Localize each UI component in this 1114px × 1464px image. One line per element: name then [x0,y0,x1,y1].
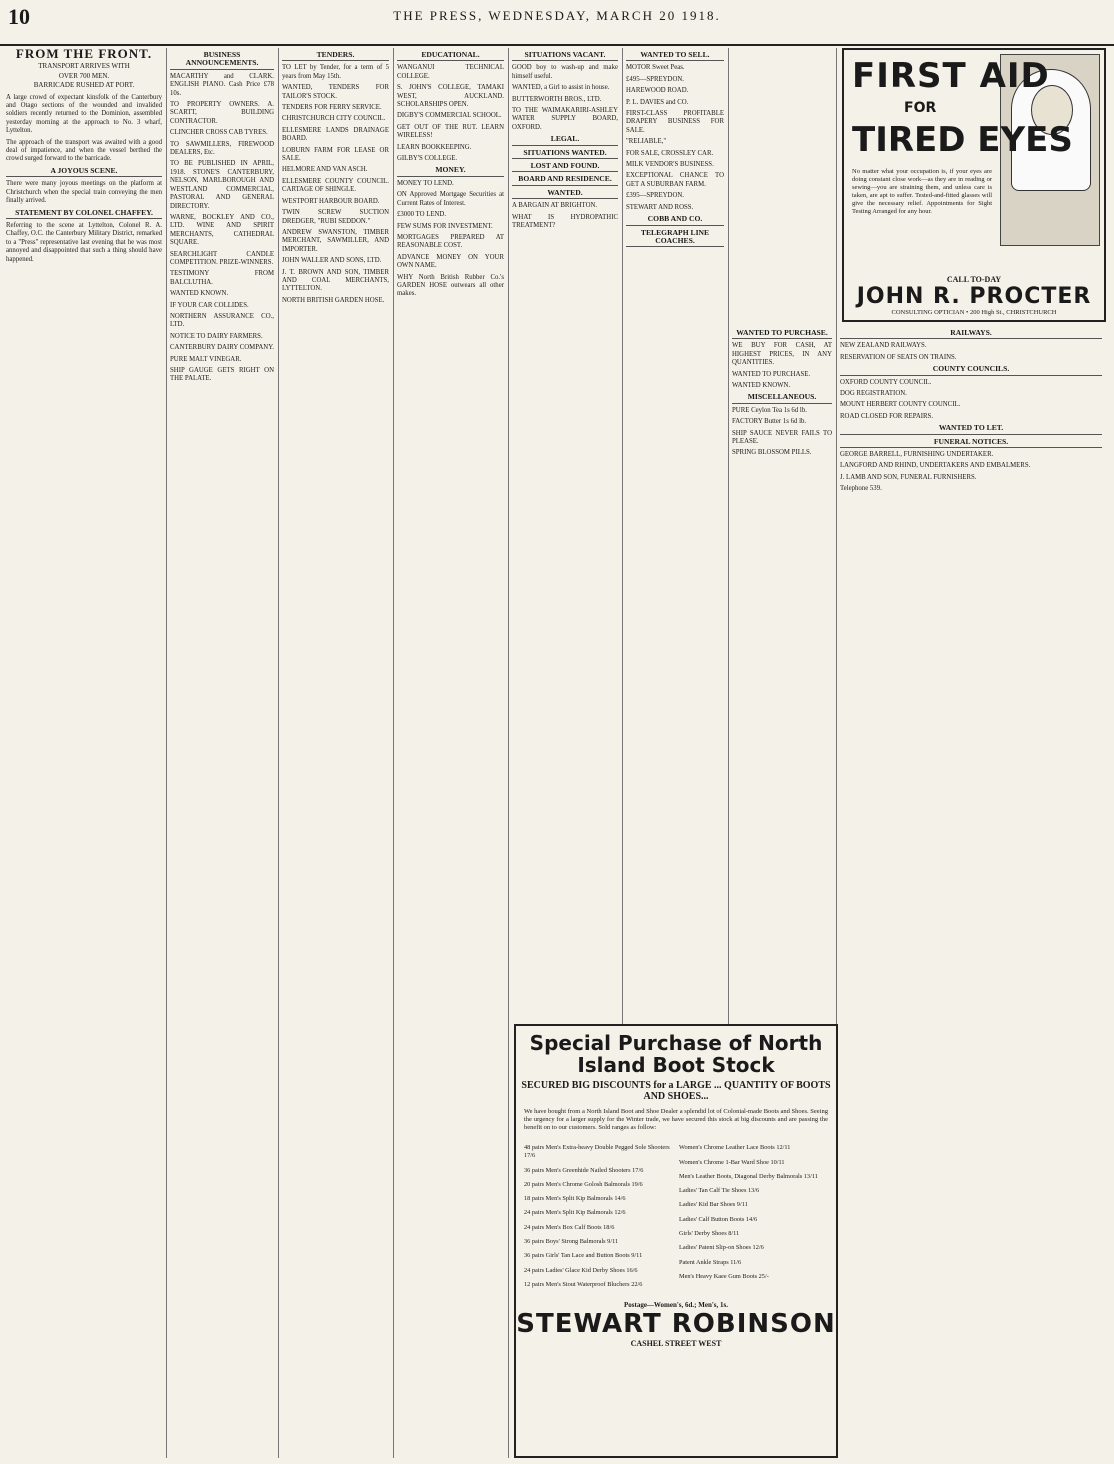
headline: FROM THE FRONT. [15,48,153,61]
call-to-action: CALL TO-DAY [946,275,1002,284]
classified-ad: WANTED, TENDERS FOR TAILOR'S STOCK. [282,84,389,100]
classified-ad: MOUNT HERBERT COUNTY COUNCIL. [840,401,961,409]
section-heading: FUNERAL NOTICES. [840,438,1102,448]
section-heading: MONEY. [397,166,504,176]
classified-ad: ANDREW SWANSTON, TIMBER MERCHANT, SAWMILLER, AND IMPORTER. [282,228,389,253]
classified-ad: A BARGAIN AT BRIGHTON. [512,202,598,210]
classified-ad: NORTH BRITISH GARDEN HOSE. [282,296,385,304]
advert-headline: Special Purchase of North Island Boot Stock [529,1031,823,1077]
advert-headline: TIRED EYES [852,120,1073,160]
classified-ad: S. JOHN'S COLLEGE, TAMAKI WEST, AUCKLAND. SCHOLARSHIPS OPEN. [397,84,504,109]
classified-ad: ADVANCE MONEY ON YOUR OWN NAME. [397,253,504,270]
tenders-column [282,48,389,1456]
classified-ad: EXCEPTIONAL CHANCE TO GET A SUBURBAN FARM. [626,172,724,188]
classified-ad: J. LAMB AND SON, FUNERAL FURNISHERS. [840,473,977,481]
first-aid-advert [842,48,1106,322]
section-heading: WANTED. [512,189,618,199]
classified-ad: PURE Ceylon Tea 1s 6d lb. [732,406,807,414]
section-heading: WANTED TO SELL. [626,51,724,61]
classified-ad: HAREWOOD ROAD. [626,87,689,95]
classified-ad: LEARN BOOKKEEPING. [397,143,472,151]
price-item: Ladies' Kid Bar Shoes 9/11 [679,1201,748,1209]
classified-ad: "RELIABLE," [626,138,667,146]
section-heading: COUNTY COUNCILS. [840,365,1102,375]
section-heading: BUSINESS ANNOUNCEMENTS. [170,51,274,70]
classified-ad: RESERVATION OF SEATS ON TRAINS. [840,353,957,361]
column-rule [166,48,167,1458]
price-item: 18 pairs Men's Split Kip Balmorals 14/6 [524,1195,626,1203]
section-heading: SITUATIONS WANTED. [512,149,618,159]
classified-ad: WANTED KNOWN. [170,290,229,298]
classified-ad: WE BUY FOR CASH, AT HIGHEST PRICES, IN ANY QUANTITIES. [732,342,832,367]
classified-ad: P. L. DAVIES and CO. [626,98,689,106]
situations-column [512,48,618,1018]
price-item: 48 pairs Men's Extra-heavy Double Pegged Sole Shooters 17/6 [524,1144,670,1160]
masthead [0,0,1114,46]
section-heading: BOARD AND RESIDENCE. [512,175,618,185]
railways-column [840,326,1102,1456]
price-item: Women's Chrome Leather Lace Boots 12/11 [679,1144,791,1152]
price-item: 36 pairs Girls' Tan Lace and Button Boots 9/11 [524,1252,643,1260]
price-item: 24 pairs Men's Box Calf Boots 18/6 [524,1223,615,1231]
classified-ad: WANTED, a Girl to assist in house. [512,84,610,92]
classified-ad: WESTPORT HARBOUR BOARD. [282,197,380,205]
classified-ad: GILBY'S COLLEGE. [397,155,458,163]
article-paragraph: A large crowd of expectant kinsfolk of the Canterbury and Otago sections of the wounded and invalided soldiers recently returned to the Dominion, assembled yesterday morning at the approach to No. 3 wharf, Lyttelton. [6,93,162,135]
newspaper-title: THE PRESS, WEDNESDAY, MARCH 20 1918. [393,8,721,23]
price-item: 20 pairs Men's Chrome Golosh Balmorals 19/6 [524,1180,643,1188]
price-item: Ladies' Tan Calf Tie Shoes 13/6 [679,1187,760,1195]
classified-ad: LOBURN FARM FOR LEASE OR SALE. [282,146,389,163]
classified-ad: JOHN WALLER AND SONS, LTD. [282,257,382,265]
classified-ad: ELLESMERE LANDS DRAINAGE BOARD. [282,126,389,143]
classified-ad: MORTGAGES PREPARED AT REASONABLE COST. [397,233,504,250]
price-item: 24 pairs Ladies' Glace Kid Derby Shoes 16/6 [524,1266,638,1274]
price-item: 36 pairs Men's Greenhide Nailed Shooters 17/6 [524,1166,644,1174]
column-rule [508,48,509,1458]
postage-note: Postage—Women's, 6d.; Men's, 1s. [623,1301,729,1310]
price-item: Women's Chrome 1-Bar Ward Shoe 10/11 [679,1158,785,1166]
stewart-robinson-advert [514,1024,838,1458]
classified-ad: OXFORD COUNTY COUNCIL. [840,378,932,386]
section-heading: EDUCATIONAL. [397,51,504,61]
classified-ad: CANTERBURY DAIRY COMPANY. [170,344,274,352]
price-list-left [524,1138,673,1295]
classified-ad: SHIP SAUCE NEVER FAILS TO PLEASE. [732,429,832,446]
section-heading: WANTED TO PURCHASE. [732,329,832,339]
classified-ad: CHRISTCHURCH CITY COUNCIL. [282,115,386,123]
classified-ad: TESTIMONY FROM BALCLUTHA. [170,270,274,286]
classified-ad: NORTHERN ASSURANCE CO., LTD. [170,312,274,329]
classified-ad: SHIP GAUGE GETS RIGHT ON THE PALATE. [170,367,274,383]
classified-ad: MONEY TO LEND. [397,179,454,187]
page-number: 10 [8,4,30,29]
classified-ad: TO LET by Tender, for a term of 5 years from May 15th. [282,64,389,80]
classified-ad: £395—SPREYDON. [626,192,684,200]
classified-ad: FACTORY Butter 1s 6d lb. [732,418,807,426]
classified-ad: BUTTERWORTH BROS., LTD. [512,95,602,103]
classified-ad: ON Approved Mortgage Securities at Current Rates of Interest. [397,191,504,207]
article-paragraph: There were many joyous meetings on the platform at Christchurch when the special train conveying the men finally arrived. [6,180,162,205]
section-heading: SITUATIONS VACANT. [512,51,618,61]
advert-headline: FIRST AID [852,56,1050,96]
classified-ad: J. T. BROWN AND SON, TIMBER AND COAL MERCHANTS, LYTTELTON. [282,268,389,293]
price-item: Girls' Derby Shoes 8/11 [679,1230,740,1238]
classified-ad: GOOD boy to wash-up and make himself useful. [512,64,618,80]
section-heading: COBB AND CO. [626,215,724,225]
classified-ad: TO SAWMILLERS, FIREWOOD DEALERS, Etc. [170,140,274,157]
classified-ad: TO THE WAIMAKARIRI-ASHLEY WATER SUPPLY BOARD, OXFORD. [512,107,618,131]
price-item: Ladies' Patent Slip-on Shoes 12/6 [679,1244,764,1252]
advert-subheadline: SECURED BIG DISCOUNTS for a LARGE ... QUANTITY OF BOOTS AND SHOES... [521,1080,831,1102]
classified-ad: STEWART AND ROSS. [626,203,694,211]
price-item: Men's Heavy Kaee Gum Boots 25/- [679,1272,769,1280]
price-list [524,1138,828,1295]
advert-intro: We have bought from a North Island Boot and Shoe Dealer a splendid lot of Colonial-made Boots and Shoes. Seeing the urgency for a larger supply for the Winter trade, we have secured this stock at big discounts and are passing the benefit on to our customers. Sold ranges as follow: [524,1108,828,1131]
column-rule [393,48,394,1458]
classified-ad: WHAT IS HYDROPATHIC TREATMENT? [512,213,618,230]
section-heading: TENDERS. [282,51,389,61]
wanted-to-sell-column [626,48,724,1018]
news-column-front [6,48,162,1456]
educational-column [397,48,504,1456]
advertiser-name: STEWART ROBINSON [516,1309,836,1340]
business-column [170,48,274,1456]
classified-ad: FEW SUMS FOR INVESTMENT. [397,222,493,230]
classified-ad: DIGBY'S COMMERCIAL SCHOOL. [397,112,502,120]
subhead: OVER 700 MEN. [58,71,110,80]
classified-ad: ELLESMERE COUNTY COUNCIL. CARTAGE OF SHINGLE. [282,177,389,194]
classified-ad: WANGANUI TECHNICAL COLLEGE. [397,64,504,80]
section-heading: STATEMENT BY COLONEL CHAFFEY. [6,209,162,219]
classified-ad: NEW ZEALAND RAILWAYS. [840,342,927,350]
classified-ad: SEARCHLIGHT CANDLE COMPETITION. PRIZE-WINNERS. [170,250,274,266]
classified-ad: GEORGE BARRELL, FURNISHING UNDERTAKER. [840,451,994,459]
classified-ad: SPRING BLOSSOM PILLS. [732,449,812,457]
price-item: Ladies' Calf Button Boots 14/6 [679,1215,758,1223]
article-paragraph: Referring to the scene at Lyttelton, Colonel R. A. Chaffey, O.C. the Canterbury Military District, remarked to a "Press" representative last evening that he was most annoyed and disappointed that such a thing should have happened. [6,221,162,263]
classified-ad: WARNE, BOCKLEY AND CO., LTD. WINE AND SPIRIT MERCHANTS, CATHEDRAL SQUARE. [170,213,274,247]
price-item: 36 pairs Boys' Strong Balmorals 9/11 [524,1238,619,1246]
classified-ad: CLINCHER CROSS CAB TYRES. [170,129,268,137]
classified-ad: Telephone 539. [840,485,882,493]
classified-ad: LANGFORD AND RHIND, UNDERTAKERS AND EMBALMERS. [840,462,1031,470]
classified-ad: WANTED KNOWN. [732,382,791,390]
price-item: Patent Ankle Straps 11/6 [679,1258,742,1266]
classified-ad: FOR SALE, CROSSLEY CAR. [626,149,714,157]
classified-ad: IF YOUR CAR COLLIDES. [170,301,249,309]
classified-ad: PURE MALT VINEGAR. [170,355,242,363]
classified-ad: TWIN SCREW SUCTION DREDGER, "RUBI SEDDON." [282,209,389,225]
classified-ad: HELMORE AND VAN ASCH. [282,166,368,174]
price-item: Men's Leather Boots, Diagonal Derby Balmorals 13/11 [679,1172,818,1180]
advertiser-address: CONSULTING OPTICIAN • 200 High St., CHRISTCHURCH [891,309,1057,316]
section-heading: A JOYOUS SCENE. [6,167,162,177]
section-heading: WANTED TO LET. [840,424,1102,434]
subhead: TRANSPORT ARRIVES WITH [38,62,130,71]
classified-ad: MACARTHY and CLARK. ENGLISH PIANO. Cash Price £78 10s. [170,72,274,97]
classified-ad: TENDERS FOR FERRY SERVICE. [282,104,382,112]
section-heading: LOST AND FOUND. [512,162,618,172]
classified-ad: NOTICE TO DAIRY FARMERS. [170,332,263,340]
classified-ad: GET OUT OF THE RUT. LEARN WIRELESS! [397,123,504,140]
section-heading: MISCELLANEOUS. [732,393,832,403]
section-heading: TELEGRAPH LINE COACHES. [626,229,724,248]
advert-body: No matter what your occupation is, if your eyes are doing constant close work—as they are in reading or sewing—you are straining them, and unless care is taken, are apt to suffer. Tested-and-fitted glasses will give the necessary relief. Appointments for Sight Testing Arranged for any hour. [852,168,992,215]
classified-ad: FIRST-CLASS PROFITABLE DRAPERY BUSINESS FOR SALE. [626,110,724,134]
classified-ad: WANTED TO PURCHASE. [732,370,811,378]
advert-headline: FOR [904,100,937,116]
price-item: 12 pairs Men's Stout Waterproof Bluchers 22/6 [524,1280,643,1288]
advertiser-address: CASHEL STREET WEST [630,1339,722,1349]
advertiser-name: JOHN R. PROCTER [856,284,1092,309]
classified-ad: £3000 TO LEND. [397,211,447,219]
classified-ad: WHY North British Rubber Co.'s GARDEN HOSE outwears all other makes. [397,273,504,298]
classified-ad: £495—SPREYDON. [626,75,684,83]
subhead: BARRICADE RUSHED AT PORT. [33,81,135,90]
classified-ad: TO PROPERTY OWNERS. A. SCARTT, BUILDING CONTRACTOR. [170,101,274,125]
section-heading: RAILWAYS. [840,329,1102,339]
classified-ad: ROAD CLOSED FOR REPAIRS. [840,412,934,420]
classified-ad: DOG REGISTRATION. [840,390,907,398]
classified-ad: MOTOR Sweet Peas. [626,64,685,72]
price-list-right [679,1138,828,1295]
article-paragraph: The approach of the transport was awaited with a good deal of impatience, and when the vessel berthed the crowd surged forward to the barricade. [6,138,162,163]
price-item: 24 pairs Men's Split Kip Balmorals 12/6 [524,1209,626,1217]
classified-ad: MILK VENDOR'S BUSINESS. [626,161,714,169]
advert-footer [850,275,1098,316]
section-heading: LEGAL. [512,135,618,145]
classified-ad: TO BE PUBLISHED IN APRIL, 1918. STONE'S CANTERBURY, NELSON, MARLBOROUGH AND WESTLAND COMMERCIAL, PASTORAL AND GENERAL DIRECTORY. [170,160,274,210]
column-rule [278,48,279,1458]
